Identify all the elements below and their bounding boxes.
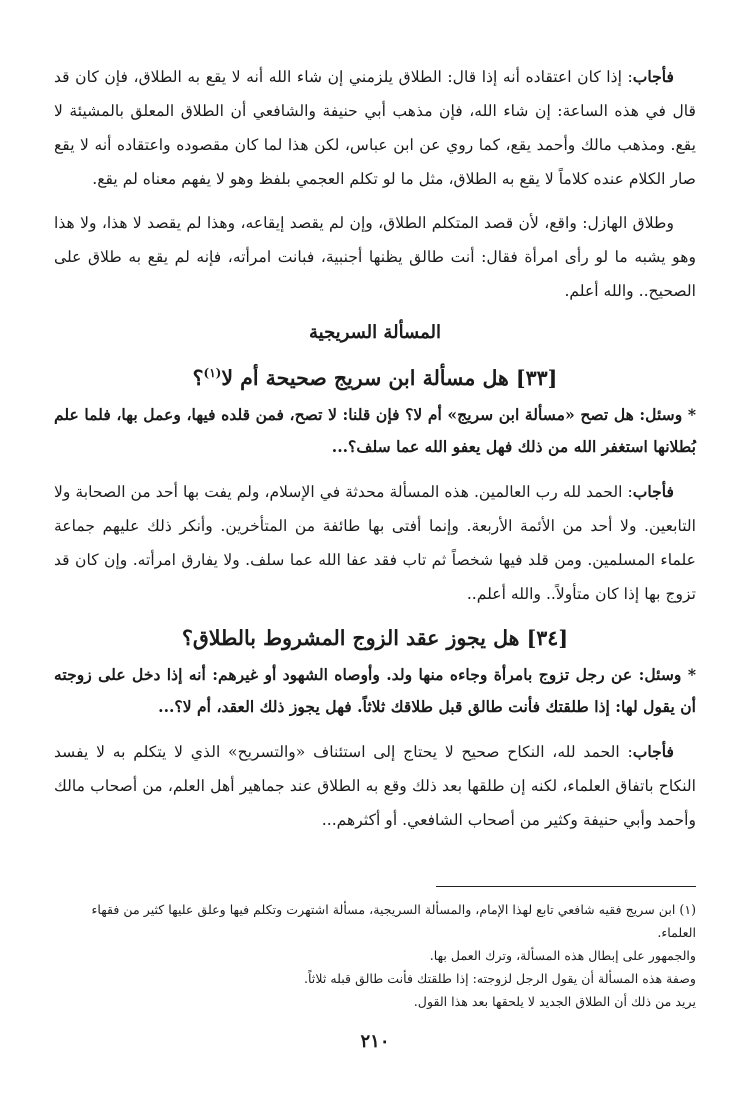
question-34-heading: [٣٤] هل يجوز عقد الزوج المشروط بالطلاق؟ xyxy=(181,625,569,650)
footnotes xyxy=(54,898,696,1013)
footnote-line: (١) ابن سريج فقيه شافعي تابع لهذا الإمام، والمسألة السريجية، مسألة اشتهرت وتكلم فيها وعلق عليها كثير من فقهاء العلماء. xyxy=(91,902,696,940)
question-34-text: * وسئل: عن رجل تزوج بامرأة وجاءه منها ولد. وأوصاه الشهود أو غيرهم: أنه إذا دخل على زوجته أن يقول لها: إذا طلقتك فأنت طالق قبل طلاقك ثلاثاً. فهل يجوز ذلك العقد، أم لا؟... xyxy=(54,664,696,716)
footnote-line: وصفة هذه المسألة أن يقول الرجل لزوجته: إذا طلقتك فأنت طالق قبله ثلاثاً. xyxy=(303,971,696,986)
page-number: ٢١٠ xyxy=(360,1031,390,1052)
question-33-text: * وسئل: هل تصح «مسألة ابن سريج» أم لا؟ فإن قلنا: لا تصح، فمن قلده فيها، وعمل بها، فلما علم بُطلانها استغفر الله من ذلك فهل يعفو الله عما سلف؟... xyxy=(54,404,696,456)
answer-body: : إذا كان اعتقاده أنه إذا قال: الطلاق يلزمني إن شاء الله أنه لا يقع به الطلاق، فإن كان قد قال في هذه الساعة: إن شاء الله، فإن مذهب أبي حنيفة والشافعي أن الطلاق المعلق بالمشيئة لا يقع. ومذهب مالك وأحمد يقع، كما روي عن ابن عباس، لكن هذا لما كان مقصوده واعتقاده أنه لا يقع صار الكلام عنده كلاماً لا يقع به الطلاق، مثل ما لو تكلم العجمي بلفظ وهو لا يفهم معناه لم يقع. xyxy=(54,68,696,188)
paragraph-joking-divorce: وطلاق الهازل: واقع، لأن قصد المتكلم الطلاق، وإن لم يقصد إيقاعه، وهذا لم يقصد لا هذا، ولا هذا وهو يشبه ما لو رأى امرأة فقال: أنت طالق يظنها أجنبية، فبانت امرأته، فإنه لم يقع به طلاق على الصحيح.. والله أعلم. xyxy=(54,214,696,300)
footnote-line: يريد من ذلك أن الطلاق الجديد لا يلحقها بعد هذا القول. xyxy=(413,994,696,1009)
book-page xyxy=(54,60,696,1090)
question-mark: ؟ xyxy=(192,365,204,390)
answer-body: : الحمد لله رب العالمين. هذه المسألة محدثة في الإسلام، ولم يفت بها أحد من الصحابة ولا التابعين. ولا أحد من الأئمة الأربعة. وإنما أفتى بها طائفة من المتأخرين. وأنكر ذلك عليهم جماعة علماء المسلمين. ومن قلد فيها شخصاً ثم تاب فقد عفا الله عما سلف. ولا يفارق امرأته. وإن كان قد تزوج بها إذا كان متأولاً.. والله أعلم.. xyxy=(54,482,696,603)
answer-lead: فأجاب xyxy=(632,67,674,86)
footnote-line: والجمهور على إبطال هذه المسألة، وترك العمل بها. xyxy=(429,948,696,963)
answer-lead: فأجاب xyxy=(632,481,674,501)
question-33-heading xyxy=(54,356,696,395)
section-title: المسألة السريجية xyxy=(308,322,442,343)
answer-paragraph-3 xyxy=(54,735,696,837)
answer-paragraph-1 xyxy=(54,60,696,196)
answer-body: : الحمد لله، النكاح صحيح لا يحتاج إلى استئناف «والتسريح» الذي لا يتكلم به لا يفسد النكاح باتفاق العلماء، لكنه إن طلقها بعد ذلك وقع به الطلاق عند جماهير أهل العلم، من أصحاب مالك وأحمد وأبي حنيفة وكثير من أصحاب الشافعي. أو أكثرهم... xyxy=(54,742,696,829)
question-33-title: [٣٣] هل مسألة ابن سريج صحيحة أم لا xyxy=(221,365,558,390)
footnote-divider xyxy=(436,886,696,887)
answer-lead: فأجاب xyxy=(632,741,674,761)
answer-paragraph-2 xyxy=(54,475,696,611)
footnote-ref: (١) xyxy=(203,366,222,380)
